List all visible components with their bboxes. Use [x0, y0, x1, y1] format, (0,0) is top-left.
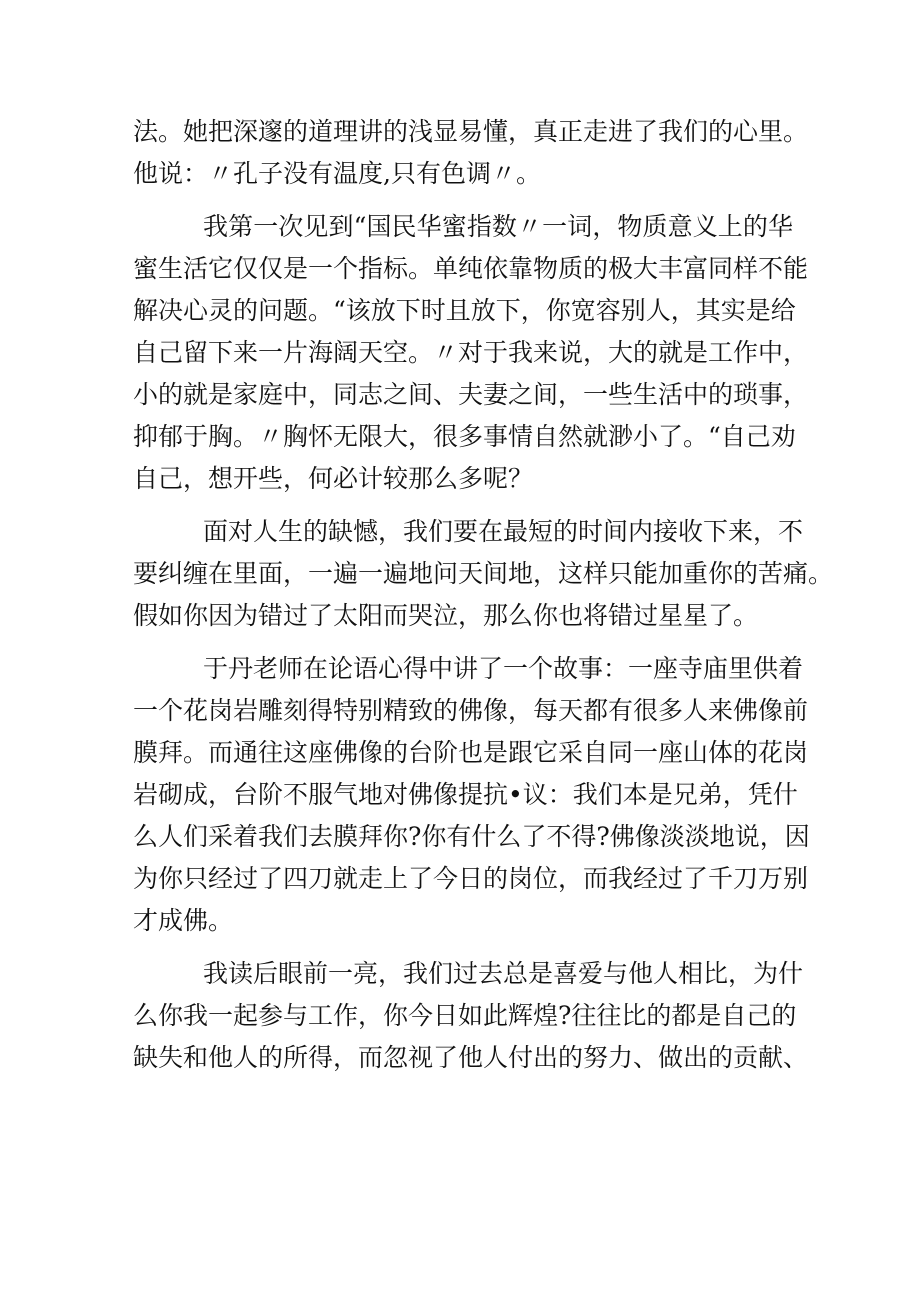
text-line: 自己，想开些，何必计较那么多呢？	[133, 464, 534, 493]
text-line: 面对人生的缺憾，我们要在最短的时间内接收下来，不	[203, 517, 804, 546]
text-line: 一个花岗岩雕刻得特别精致的佛像，每天都有很多人来佛像前	[133, 696, 809, 725]
text-line: 法。她把深邃的道理讲的浅显易懂，真正走进了我们的心里。	[133, 117, 809, 146]
paragraph	[133, 511, 834, 637]
text-line: 才成佛。	[133, 906, 234, 935]
text-line: 缺失和他人的所得，而忽视了他人付出的努力、做出的贡献、	[133, 1043, 809, 1072]
text-line: 么人们采着我们去膜拜你?你有什么了不得?佛像淡淡地说，因	[133, 822, 810, 851]
document-body	[133, 111, 834, 1079]
text-line: 蜜生活它仅仅是一个指标。单纯依靠物质的极大丰富同样不能	[133, 254, 809, 283]
text-line: 我第一次见到“国民华蜜指数〃一词，物质意义上的华	[203, 212, 793, 241]
text-line: 自己留下来一片海阔天空。〃对于我来说，大的就是工作中，	[133, 338, 809, 367]
paragraph	[133, 648, 810, 942]
paragraph	[133, 111, 809, 195]
text-line: 抑郁于胸。〃胸怀无限大，很多事情自然就渺小了。“自己劝	[133, 422, 796, 451]
text-line: 小的就是家庭中，同志之间、夫妻之间，一些生活中的琐事，	[133, 380, 809, 409]
text-line: 膜拜。而通往这座佛像的台阶也是跟它采自同一座山体的花岗	[133, 738, 809, 767]
text-line: 岩砌成，台阶不服气地对佛像提抗•议：我们本是兄弟，凭什	[133, 780, 798, 809]
paragraph	[133, 206, 809, 500]
text-line: 假如你因为错过了太阳而哭泣，那么你也将错过星星了。	[133, 601, 759, 630]
text-line: 他说：〃孔子没有温度,只有色调〃。	[133, 159, 541, 188]
text-line: 要纠缠在里面，一遍一遍地问天间地，这样只能加重你的苦痛。	[133, 559, 834, 588]
text-line: 于丹老师在论语心得中讲了一个故事：一座寺庙里供着	[203, 654, 804, 683]
text-line: 我读后眼前一亮，我们过去总是喜爱与他人相比，为什	[203, 959, 804, 988]
paragraph	[133, 953, 809, 1079]
text-line: 么你我一起参与工作，你今日如此辉煌?往往比的都是自己的	[133, 1001, 797, 1030]
text-line: 为你只经过了四刀就走上了今日的岗位，而我经过了千刀万别	[133, 864, 809, 893]
text-line: 解决心灵的问题。“该放下时且放下，你宽容别人，其实是给	[133, 296, 796, 325]
